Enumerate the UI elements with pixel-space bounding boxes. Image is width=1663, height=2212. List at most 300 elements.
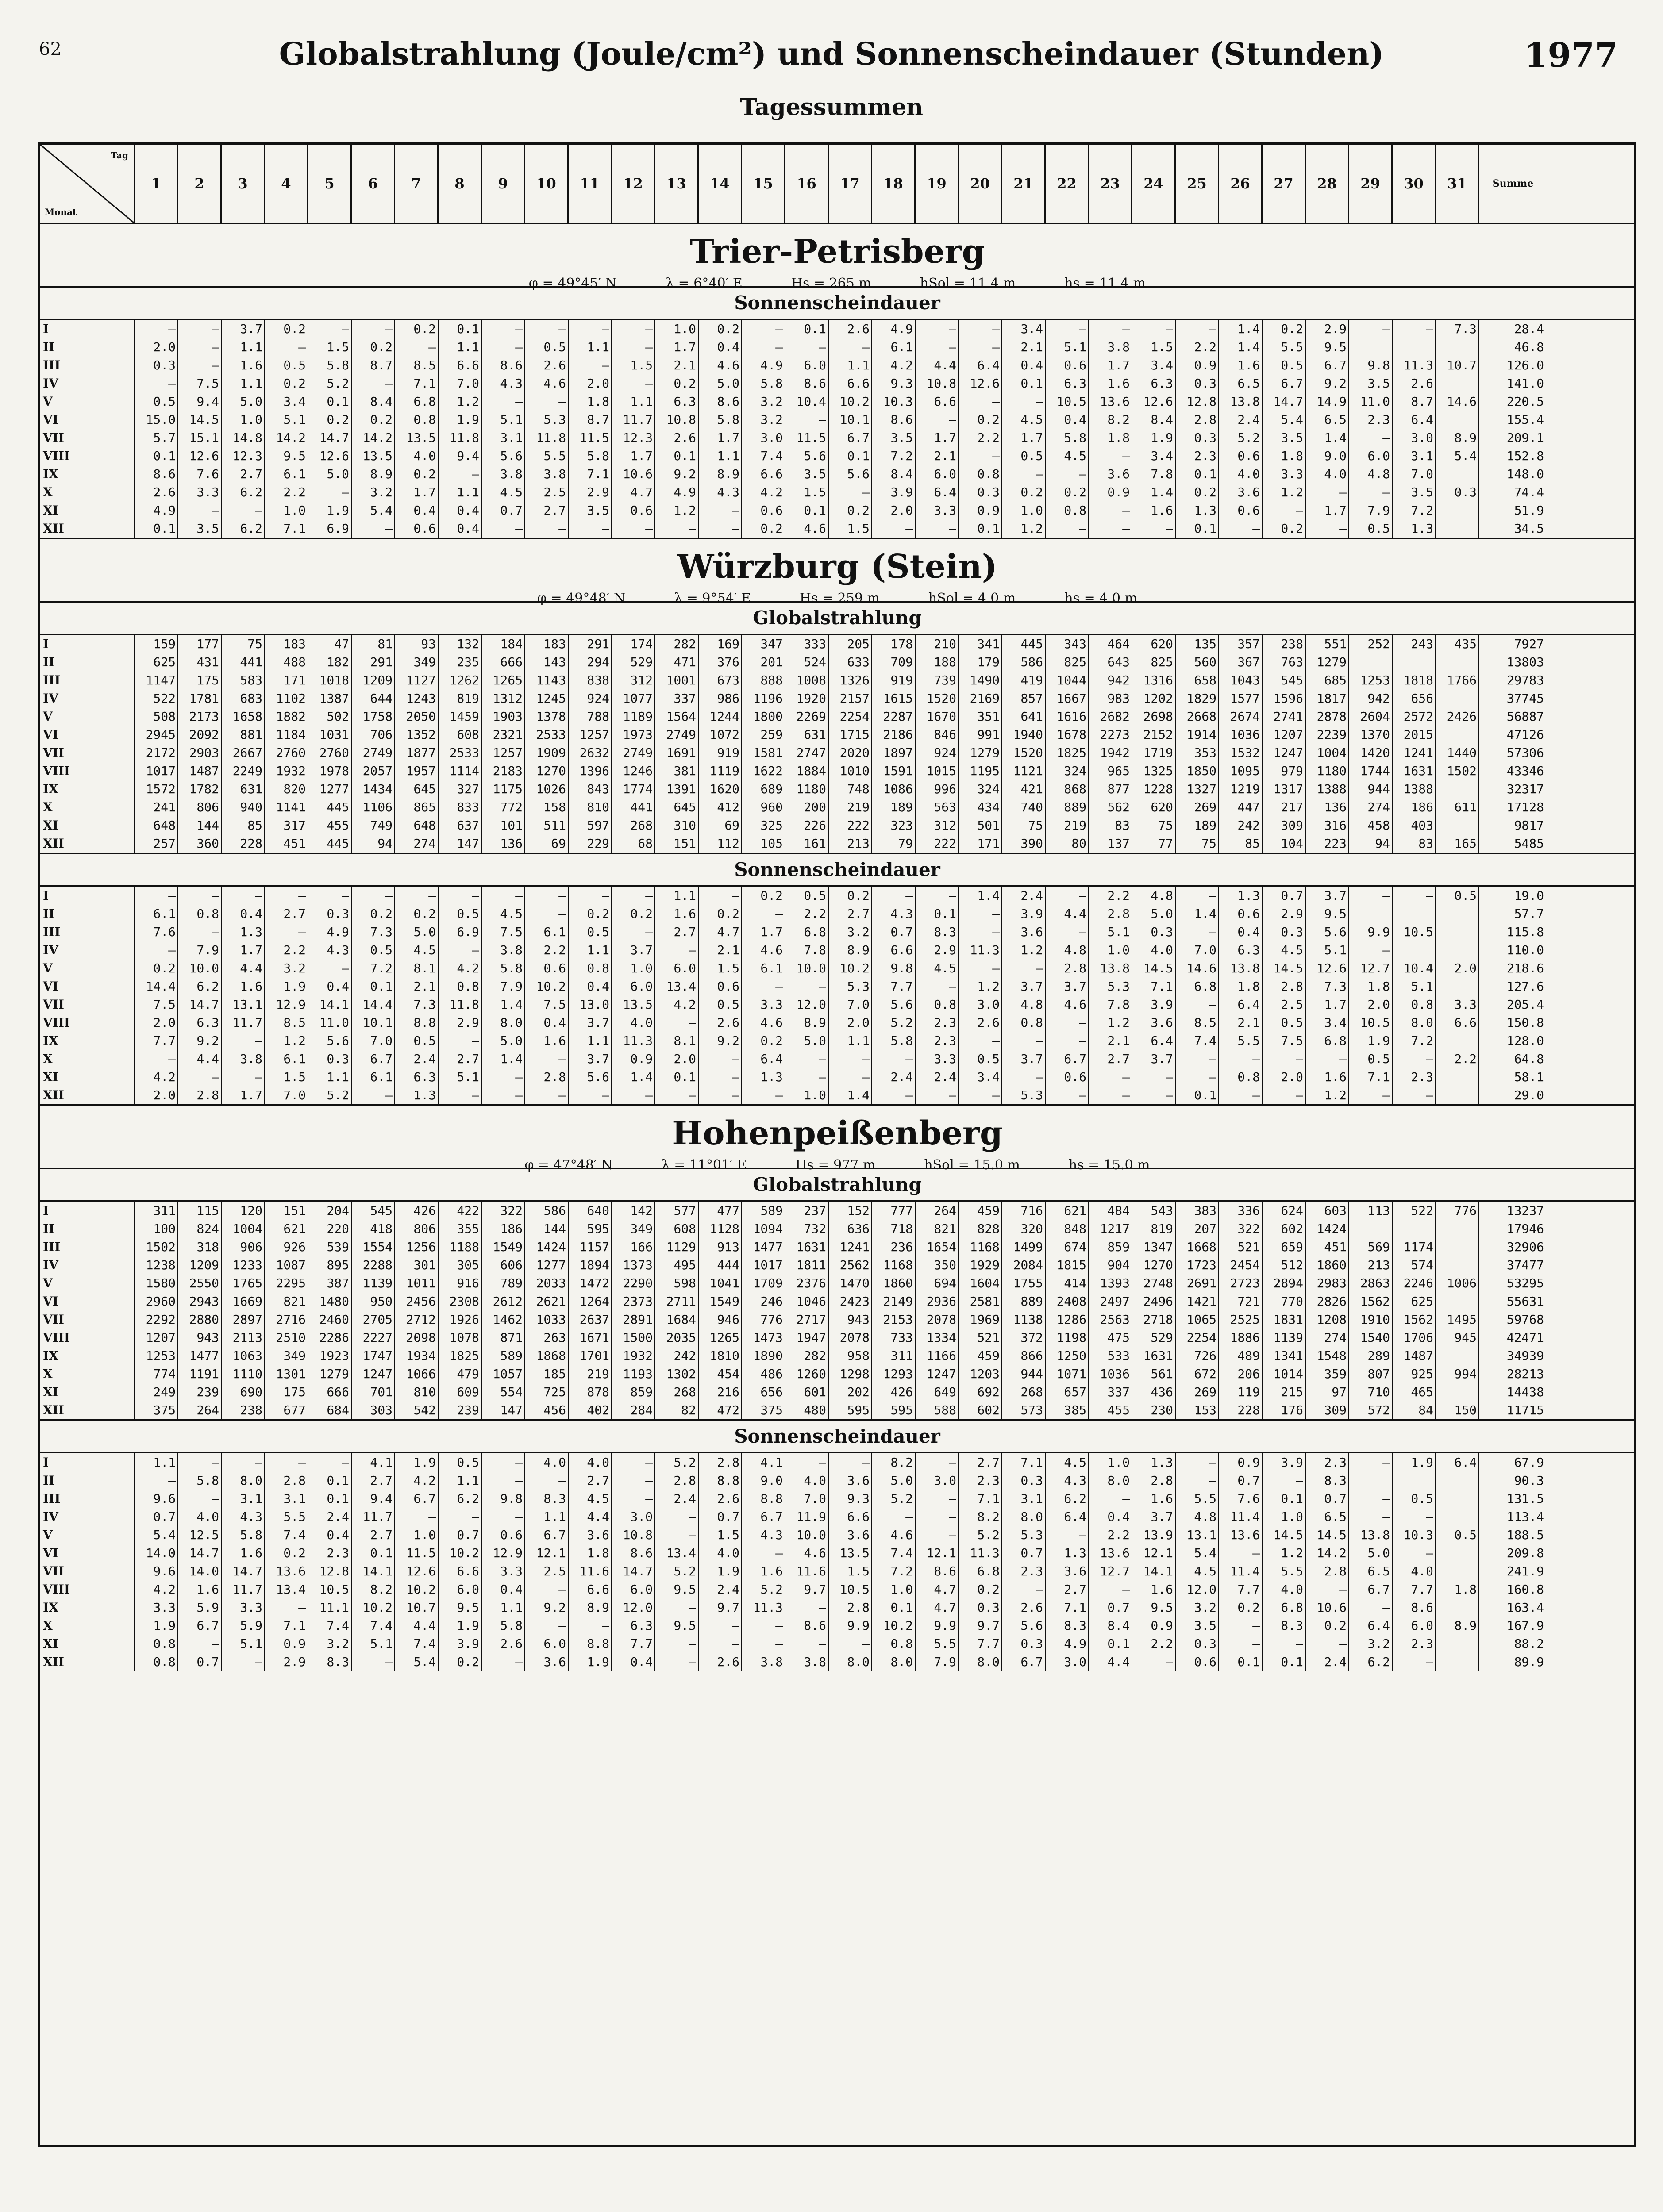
value-cell: 0.2 (1263, 320, 1306, 338)
value-cell: 9.5 (1306, 338, 1349, 356)
value-cell: 1765 (222, 1274, 265, 1292)
value-cell: 2712 (395, 1310, 439, 1329)
value-cell: 5.8 (742, 374, 785, 392)
value-cell: 1774 (612, 780, 655, 798)
value-cell: 8.9 (699, 465, 742, 483)
value-cell: 2057 (352, 762, 395, 780)
value-cell: 13.1 (1176, 1526, 1219, 1544)
header-day-cell: 20 (959, 145, 1002, 223)
value-cell: 658 (1176, 671, 1219, 689)
value-cell: 1554 (352, 1238, 395, 1256)
value-cell: 0.1 (439, 320, 482, 338)
value-cell: 1.2 (1263, 1544, 1306, 1562)
value-cell: 0.4 (482, 1580, 525, 1598)
value-cell: 2.8 (1263, 977, 1306, 995)
table-row (40, 1220, 1634, 1238)
value-cell: 2.6 (525, 356, 569, 374)
value-cell: 2.7 (265, 905, 308, 923)
value-cell: 274 (395, 834, 439, 853)
value-cell: 4.9 (742, 356, 785, 374)
value-cell: 0.4 (308, 1526, 352, 1544)
value-cell: 0.1 (959, 519, 1002, 538)
value-cell: 725 (525, 1383, 569, 1401)
value-cell: – (916, 1086, 959, 1104)
value-cell: 2943 (178, 1292, 222, 1310)
value-cell: 269 (1176, 1383, 1219, 1401)
value-cell: 6.6 (829, 374, 872, 392)
station-meta-item: φ = 47°48′ N (524, 1157, 613, 1173)
value-cell: 1669 (222, 1292, 265, 1310)
value-cell: 7.0 (439, 374, 482, 392)
value-cell: 1923 (308, 1347, 352, 1365)
value-cell: 0.7 (439, 1526, 482, 1544)
table-row (40, 1256, 1634, 1274)
value-cell: 12.1 (525, 1544, 569, 1562)
value-cell: 2.8 (1306, 1562, 1349, 1580)
value-cell: 1868 (525, 1347, 569, 1365)
value-cell: 6.0 (612, 1580, 655, 1598)
value-cell: 1018 (308, 671, 352, 689)
value-cell: 3.2 (742, 411, 785, 429)
value-cell: 7.0 (1393, 465, 1436, 483)
value-cell: 2246 (1393, 1274, 1436, 1292)
value-cell: 0.1 (308, 1471, 352, 1490)
value-cell: 2.2 (265, 941, 308, 959)
value-cell: 11.5 (785, 429, 829, 447)
value-cell: – (525, 1471, 569, 1490)
value-cell: – (785, 1453, 829, 1471)
value-cell: – (178, 320, 222, 338)
value-cell: 2.3 (916, 1032, 959, 1050)
value-cell: – (959, 320, 1002, 338)
value-cell: 12.3 (612, 429, 655, 447)
table-row (40, 726, 1634, 744)
value-cell: 0.9 (1176, 356, 1219, 374)
value-cell: 9.9 (829, 1617, 872, 1635)
value-cell: 3.3 (482, 1562, 525, 1580)
value-cell: 1279 (1306, 653, 1349, 671)
value-cell: 1658 (222, 707, 265, 726)
value-cell: 2.7 (1089, 1050, 1132, 1068)
value-cell: 4.3 (482, 374, 525, 392)
value-cell: 648 (395, 816, 439, 834)
value-cell: 1078 (439, 1329, 482, 1347)
value-cell: – (1089, 519, 1132, 538)
value-cell: 3.2 (265, 959, 308, 977)
value-cell: 0.2 (742, 887, 785, 905)
value-cell: 0.6 (612, 501, 655, 519)
value-cell: 0.1 (1089, 1635, 1132, 1653)
value-cell: 1.3 (1176, 501, 1219, 519)
value-cell: 179 (959, 653, 1002, 671)
value-cell: 4.6 (699, 356, 742, 374)
month-cell: X (40, 1617, 135, 1635)
value-cell: 0.1 (1176, 465, 1219, 483)
table-body (40, 224, 1634, 1671)
value-cell: 238 (222, 1401, 265, 1419)
value-cell: 944 (1349, 780, 1393, 798)
value-cell: 649 (916, 1383, 959, 1401)
value-cell: – (1219, 1635, 1263, 1653)
sum-cell: 241.9 (1506, 1564, 1544, 1578)
value-cell: 13.4 (265, 1580, 308, 1598)
value-cell: 310 (655, 816, 699, 834)
value-cell: 621 (265, 1220, 308, 1238)
value-cell: 1604 (959, 1274, 1002, 1292)
value-cell (1349, 1220, 1393, 1238)
value-cell: 6.5 (1306, 411, 1349, 429)
value-cell: – (1349, 483, 1393, 501)
sum-cell: 127.6 (1506, 979, 1544, 994)
station-meta-item: hs = 4.0 m (1064, 591, 1137, 606)
value-cell (1393, 653, 1436, 671)
header-day-cell: 12 (612, 145, 655, 223)
header-day-cell: 11 (569, 145, 612, 223)
value-cell: 881 (222, 726, 265, 744)
value-cell: 6.8 (1176, 977, 1219, 995)
value-cell: – (482, 1086, 525, 1104)
value-cell: 1.9 (439, 1617, 482, 1635)
value-cell: 3.8 (525, 465, 569, 483)
value-cell: 774 (135, 1365, 178, 1383)
value-cell: 3.9 (1263, 1453, 1306, 1471)
month-cell: XI (40, 1383, 135, 1401)
value-cell: 10.8 (612, 1526, 655, 1544)
value-cell: 5.1 (1046, 338, 1089, 356)
value-cell: – (1349, 1453, 1393, 1471)
value-cell: 10.2 (872, 1617, 916, 1635)
value-cell: 2880 (178, 1310, 222, 1329)
value-cell: 263 (525, 1329, 569, 1347)
value-cell: 4.2 (395, 1471, 439, 1490)
value-cell: 0.8 (178, 905, 222, 923)
value-cell: 4.9 (308, 923, 352, 941)
value-cell: 1072 (699, 726, 742, 744)
value-cell: 6.7 (178, 1617, 222, 1635)
value-cell: 0.5 (785, 887, 829, 905)
value-cell: 4.9 (1046, 1635, 1089, 1653)
value-cell: 0.5 (699, 995, 742, 1014)
value-cell: 4.6 (742, 941, 785, 959)
value-cell: 1860 (1306, 1256, 1349, 1274)
value-cell: 12.0 (785, 995, 829, 1014)
value-cell: 268 (655, 1383, 699, 1401)
value-cell: 6.3 (1132, 374, 1176, 392)
value-cell: 10.5 (1393, 923, 1436, 941)
value-cell: 1008 (785, 671, 829, 689)
sum-cell: 57306 (1506, 745, 1544, 760)
value-cell: 2.9 (569, 483, 612, 501)
value-cell: 807 (1349, 1365, 1393, 1383)
page-title: Globalstrahlung (Joule/cm²) und Sonnenscheindauer (Stunden) (279, 35, 1384, 72)
value-cell: 1.7 (612, 447, 655, 465)
sum-cell: 220.5 (1506, 394, 1544, 409)
value-cell: 2.5 (1263, 995, 1306, 1014)
value-cell: 10.1 (829, 411, 872, 429)
value-cell: – (742, 1544, 785, 1562)
value-cell: 2.6 (699, 1014, 742, 1032)
value-cell: 14.5 (1263, 1526, 1306, 1544)
value-cell: 1317 (1263, 780, 1306, 798)
value-cell: 1.9 (135, 1617, 178, 1635)
value-cell: – (1306, 1050, 1349, 1068)
value-cell: 4.3 (699, 483, 742, 501)
value-cell: 1334 (916, 1329, 959, 1347)
sum-cell: 51.9 (1514, 503, 1544, 518)
value-cell: 8.0 (872, 1653, 916, 1671)
month-cell: VII (40, 744, 135, 762)
value-cell: 1424 (1306, 1220, 1349, 1238)
value-cell: 2149 (872, 1292, 916, 1310)
value-cell: 1459 (439, 707, 482, 726)
value-cell: 6.8 (1306, 1032, 1349, 1050)
month-cell: II (40, 905, 135, 923)
value-cell: – (1349, 320, 1393, 338)
value-cell: – (1219, 1050, 1263, 1068)
value-cell: – (872, 1508, 916, 1526)
value-cell: 2.3 (916, 1014, 959, 1032)
value-cell: 1270 (525, 762, 569, 780)
value-cell: 776 (1436, 1202, 1479, 1220)
value-cell: 776 (742, 1310, 785, 1329)
station-header (40, 224, 1634, 291)
value-cell: 5.3 (829, 977, 872, 995)
value-cell: 666 (308, 1383, 352, 1401)
value-cell: 104 (1263, 834, 1306, 853)
value-cell: 846 (916, 726, 959, 744)
value-cell: 7.5 (1263, 1032, 1306, 1050)
header-day-cell: 27 (1263, 145, 1306, 223)
value-cell: 1723 (1176, 1256, 1219, 1274)
value-cell: 5.6 (308, 1032, 352, 1050)
value-cell: 1.9 (439, 411, 482, 429)
value-cell: 7.5 (482, 923, 525, 941)
value-cell: – (959, 392, 1002, 411)
value-cell: 2.9 (916, 941, 959, 959)
value-cell: 2.8 (1132, 1471, 1176, 1490)
value-cell: – (916, 1526, 959, 1544)
value-cell: 3.7 (1306, 887, 1349, 905)
value-cell: 291 (569, 635, 612, 653)
station-header (40, 1106, 1634, 1173)
value-cell: 1487 (1393, 1347, 1436, 1365)
value-cell: 159 (135, 635, 178, 653)
value-cell: 1947 (785, 1329, 829, 1347)
value-cell: – (699, 519, 742, 538)
value-cell: 311 (135, 1202, 178, 1220)
value-cell: 174 (612, 635, 655, 653)
value-cell: 4.5 (482, 905, 525, 923)
value-cell: 2749 (655, 726, 699, 744)
value-cell: 69 (699, 816, 742, 834)
value-cell: 8.9 (352, 465, 395, 483)
value-cell: 3.2 (1176, 1598, 1219, 1617)
value-cell (1436, 1598, 1479, 1617)
sum-cell: 90.3 (1514, 1473, 1544, 1488)
value-cell: – (222, 501, 265, 519)
value-cell: 7.0 (352, 1032, 395, 1050)
value-cell: 1.6 (222, 356, 265, 374)
value-cell: 2.4 (1002, 887, 1046, 905)
value-cell: 5.5 (1263, 1562, 1306, 1580)
value-cell: 2604 (1349, 707, 1393, 726)
value-cell: 3.0 (742, 429, 785, 447)
value-cell: 14.7 (308, 429, 352, 447)
value-cell: 5.6 (569, 1068, 612, 1086)
value-cell: – (916, 338, 959, 356)
value-cell: – (352, 519, 395, 538)
value-cell: 82 (655, 1401, 699, 1419)
value-cell (1349, 1471, 1393, 1490)
value-cell: 0.4 (699, 338, 742, 356)
rows-block (40, 635, 1634, 854)
value-cell: 588 (916, 1401, 959, 1419)
value-cell: 916 (439, 1274, 482, 1292)
value-cell: 4.0 (1393, 1562, 1436, 1580)
value-cell: 6.7 (525, 1526, 569, 1544)
value-cell: 5.5 (1219, 1032, 1263, 1050)
value-cell: 1.5 (265, 1068, 308, 1086)
value-cell: 2572 (1393, 707, 1436, 726)
value-cell: 228 (1219, 1401, 1263, 1419)
value-cell: 479 (439, 1365, 482, 1383)
value-cell: 0.3 (959, 1598, 1002, 1617)
value-cell: 4.0 (395, 447, 439, 465)
value-cell: 14.2 (1306, 1544, 1349, 1562)
value-cell: 6.6 (439, 356, 482, 374)
value-cell: 1940 (1002, 726, 1046, 744)
value-cell: 2668 (1176, 707, 1219, 726)
month-cell: I (40, 887, 135, 905)
value-cell: 1934 (395, 1347, 439, 1365)
value-cell: 2.7 (829, 905, 872, 923)
value-cell: 529 (612, 653, 655, 671)
value-cell: – (1046, 1032, 1089, 1050)
value-cell: 219 (1046, 816, 1089, 834)
value-cell: 996 (916, 780, 959, 798)
value-cell: – (699, 1050, 742, 1068)
value-cell: 5.8 (222, 1526, 265, 1544)
value-cell: 226 (785, 816, 829, 834)
value-cell: 7.4 (872, 1544, 916, 1562)
value-cell: 3.7 (612, 941, 655, 959)
value-cell: 7.2 (352, 959, 395, 977)
value-cell: 6.1 (352, 1068, 395, 1086)
value-cell: 316 (1306, 816, 1349, 834)
value-cell: 5.1 (352, 1635, 395, 1653)
value-cell: 740 (1002, 798, 1046, 816)
value-cell (1436, 1292, 1479, 1310)
value-cell: 303 (352, 1401, 395, 1419)
value-cell: 9.3 (829, 1490, 872, 1508)
sum-cell: 34.5 (1514, 521, 1544, 536)
table-row (40, 1086, 1634, 1104)
sum-cell: 28213 (1506, 1367, 1544, 1381)
station-meta-item: φ = 49°45′ N (528, 276, 617, 291)
value-cell: – (1263, 501, 1306, 519)
value-cell: 0.2 (1219, 1598, 1263, 1617)
value-cell: 0.2 (829, 887, 872, 905)
value-cell: 8.7 (569, 411, 612, 429)
value-cell: – (525, 905, 569, 923)
value-cell: 2.4 (395, 1050, 439, 1068)
sum-cell: 209.1 (1506, 430, 1544, 445)
value-cell (1393, 1471, 1436, 1490)
value-cell: 1250 (1046, 1347, 1089, 1365)
value-cell: 2.9 (439, 1014, 482, 1032)
value-cell: 2612 (482, 1292, 525, 1310)
value-cell: 2308 (439, 1292, 482, 1310)
value-cell: 2.2 (265, 483, 308, 501)
value-cell (1436, 941, 1479, 959)
value-cell: 309 (1263, 816, 1306, 834)
value-cell: 418 (352, 1220, 395, 1238)
value-cell: 202 (829, 1383, 872, 1401)
value-cell: 228 (222, 834, 265, 853)
value-cell: – (569, 519, 612, 538)
value-cell: – (916, 320, 959, 338)
header-corner-cell (40, 145, 135, 223)
value-cell: 6.0 (655, 959, 699, 977)
value-cell: 1817 (1306, 689, 1349, 707)
value-cell: 7.8 (1089, 995, 1132, 1014)
value-cell: 1138 (1002, 1310, 1046, 1329)
value-cell: 1671 (569, 1329, 612, 1347)
value-cell: 2.2 (785, 905, 829, 923)
value-cell: 573 (1002, 1401, 1046, 1419)
value-cell: 5.2 (872, 1490, 916, 1508)
value-cell: 434 (959, 798, 1002, 816)
block-label: Globalstrahlung (40, 1169, 1634, 1202)
value-cell: 673 (699, 671, 742, 689)
value-cell: 7.0 (785, 1490, 829, 1508)
value-cell: 919 (699, 744, 742, 762)
value-cell (1436, 501, 1479, 519)
value-cell: 11.7 (222, 1014, 265, 1032)
value-cell: 10.3 (872, 392, 916, 411)
value-cell: 6.6 (829, 1508, 872, 1526)
value-cell: 1.5 (829, 1562, 872, 1580)
value-cell: 1.1 (569, 1032, 612, 1050)
header-day-cell: 8 (439, 145, 482, 223)
value-cell: 105 (742, 834, 785, 853)
value-cell: 5.1 (1089, 923, 1132, 941)
table-row (40, 959, 1634, 977)
value-cell: – (1219, 1617, 1263, 1635)
value-cell: 5.6 (482, 447, 525, 465)
value-cell: 13.6 (1089, 392, 1132, 411)
value-cell: 726 (1176, 1347, 1219, 1365)
value-cell: 0.2 (829, 501, 872, 519)
value-cell: 2.8 (1089, 905, 1132, 923)
value-cell: 10.5 (1046, 392, 1089, 411)
value-cell: 1.0 (395, 1526, 439, 1544)
value-cell: 1.6 (1089, 374, 1132, 392)
value-cell: 6.4 (1349, 1617, 1393, 1635)
value-cell: 0.7 (135, 1508, 178, 1526)
month-cell: X (40, 1050, 135, 1068)
header-day-cell: 26 (1219, 145, 1263, 223)
value-cell: 4.0 (525, 1453, 569, 1471)
value-cell: 2723 (1219, 1274, 1263, 1292)
value-cell: 1572 (135, 780, 178, 798)
value-cell: 13.8 (1219, 392, 1263, 411)
value-cell: 2.4 (1219, 411, 1263, 429)
value-cell: 143 (525, 653, 569, 671)
value-cell: 1247 (916, 1365, 959, 1383)
value-cell: – (352, 887, 395, 905)
value-cell: 0.7 (1263, 887, 1306, 905)
